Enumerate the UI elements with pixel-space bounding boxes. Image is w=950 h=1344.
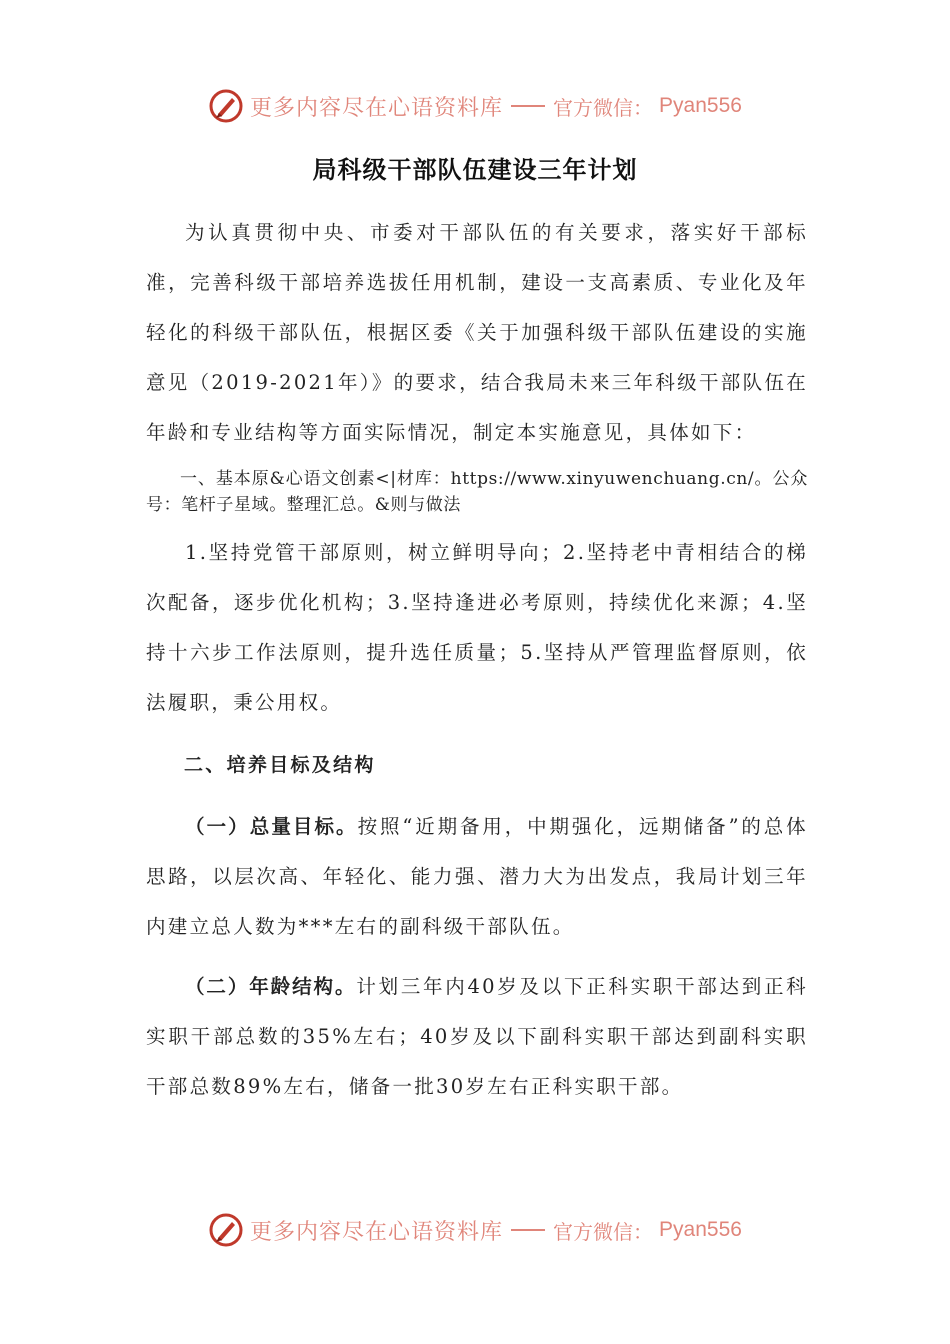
section1-body: 1.坚持党管干部原则，树立鲜明导向；2.坚持老中青相结合的梯次配备，逐步优化机构；3.坚持逢进必考原则，持续优化来源；4.坚持十六步工作法原则，提升选任质量；5.坚持从严管理监督原则，依法履职，秉公用权。 [146,541,808,714]
item1-paragraph [146,802,808,952]
pen-logo-icon [208,88,244,124]
banner-dash [511,1229,545,1231]
section1-heading: 一、基本原&心语文创素<|材库：https://www.xinyuwenchuang.cn/。公众号：笔杆子星域。整理汇总。&则与做法 [146,469,808,515]
bottom-watermark-banner [0,1208,950,1252]
banner-wechat-id: Pyan556 [659,1218,742,1241]
pen-logo-icon [208,1212,244,1248]
document-title: 局科级干部队伍建设三年计划 [312,156,638,184]
banner-wechat-label: 官方微信： [553,95,654,120]
banner-dash [511,105,545,107]
banner-brand: 更多内容尽在心语资料库 [250,95,504,121]
section2-heading: 二、培养目标及结构 [184,754,376,776]
item1-text: 按照“近期备用，中期强化，远期储备”的总体思路，以层次高、年轻化、能力强、潜力大为出发点，我局计划三年内建立总人数为***左右的副科级干部队伍。 [146,815,808,938]
item2-label: （二）年龄结构。 [185,975,357,998]
intro-paragraph: 为认真贯彻中央、市委对干部队伍的有关要求，落实好干部标准，完善科级干部培养选拔任用机制，建设一支高素质、专业化及年轻化的科级干部队伍，根据区委《关于加强科级干部队伍建设的实施意见（2019-2021年）》的要求，结合我局未来三年科级干部队伍在年龄和专业结构等方面实际情况，制定本实施意见，具体如下： [146,221,808,444]
top-watermark-banner [0,84,950,128]
banner-brand: 更多内容尽在心语资料库 [250,1219,504,1245]
banner-wechat-label: 官方微信： [553,1219,654,1244]
item2-text: 计划三年内40岁及以下正科实职干部达到正科实职干部总数的35%左右；40岁及以下副科实职干部达到副科实职干部总数89%左右，储备一批30岁左右正科实职干部。 [146,975,808,1098]
banner-wechat-id: Pyan556 [659,94,742,117]
document-body [146,208,808,1112]
item1-label: （一）总量目标。 [185,815,358,838]
item2-paragraph [146,962,808,1112]
